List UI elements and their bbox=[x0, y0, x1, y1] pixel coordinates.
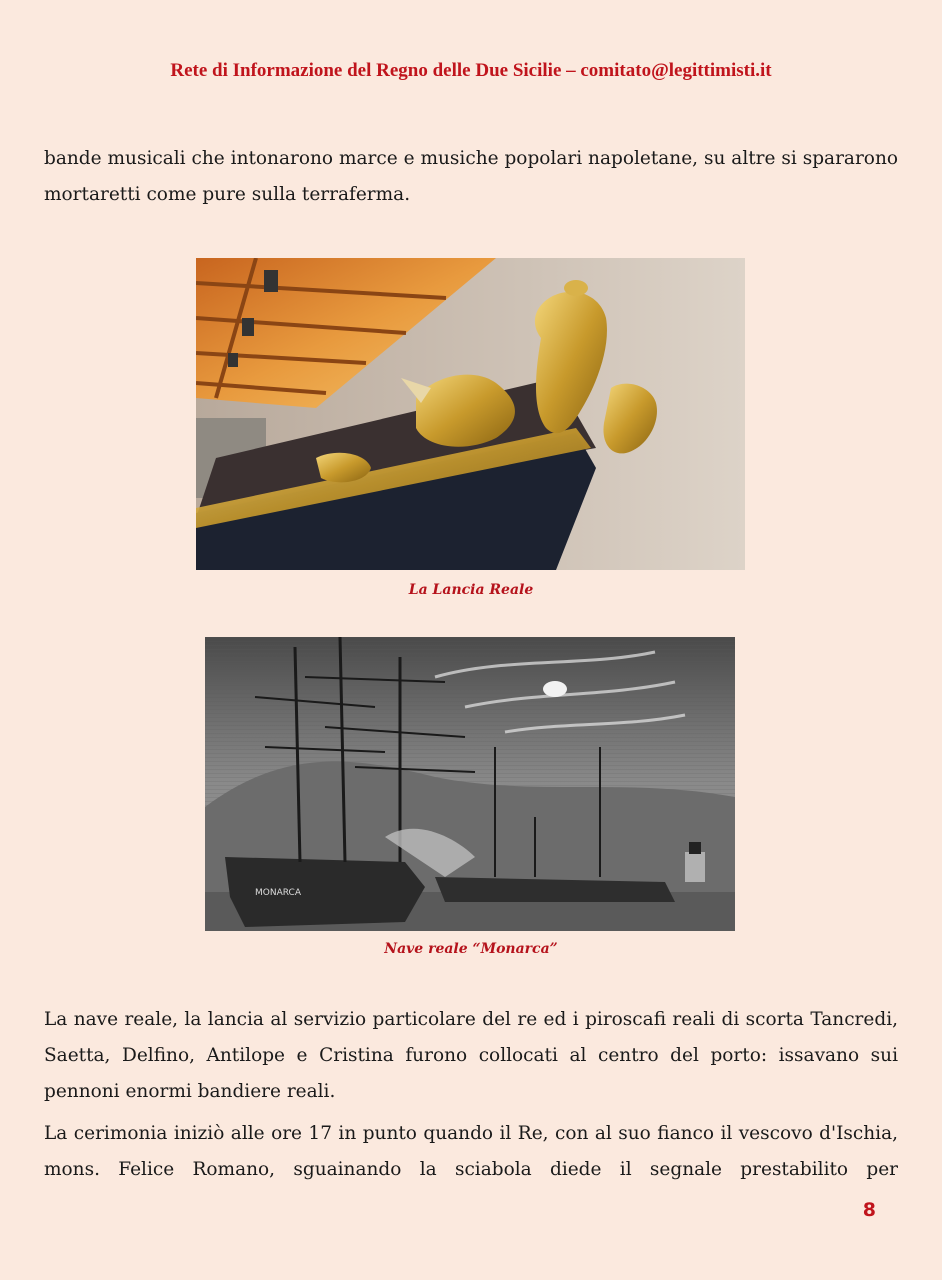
lancia-reale-caption: La Lancia Reale bbox=[408, 582, 534, 598]
nave-monarca-engraving bbox=[205, 637, 735, 931]
hull-lettering: MONARCA bbox=[255, 888, 301, 898]
paragraph-nave-reale: La nave reale, la lancia al servizio particolare del re ed i piroscafi reali di scorta Tancredi, Saetta, Delfino, Antilope e Cristina furono collocati al centro del porto: issavano sui pennoni enormi bandiere reali. bbox=[44, 1009, 898, 1102]
paragraph-cerimonia: La cerimonia iniziò alle ore 17 in punto quando il Re, con al suo fianco il vescovo d'Ischia, mons. Felice Romano, sguainando la sciabola diede il segnale prestabilito per bbox=[44, 1123, 898, 1180]
page-header: Rete di Informazione del Regno delle Due Sicilie – comitato@legittimisti.it bbox=[170, 60, 772, 81]
nave-monarca-caption: Nave reale “Monarca” bbox=[384, 941, 558, 957]
page-number: 8 bbox=[862, 1199, 876, 1221]
intro-paragraph: bande musicali che intonarono marce e musiche popolari napoletane, su altre si spararono mortaretti come pure sulla terraferma. bbox=[44, 148, 898, 205]
lancia-reale-photo bbox=[196, 258, 745, 570]
